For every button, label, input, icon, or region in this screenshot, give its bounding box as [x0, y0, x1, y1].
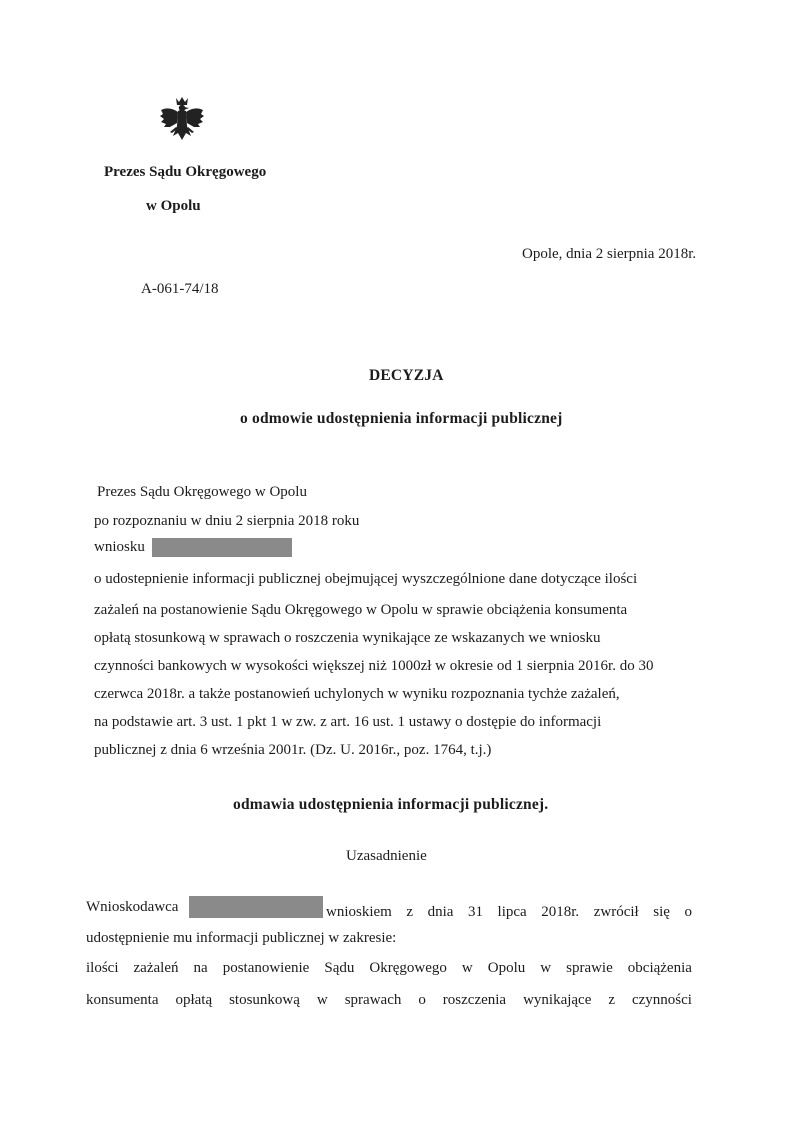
- word: z: [608, 992, 616, 1008]
- paragraph-line: zażaleń na postanowienie Sądu Okręgowego w Opolu w sprawie obciążenia konsumenta: [94, 602, 628, 618]
- word: roszczenia: [442, 992, 507, 1008]
- word: dnia: [427, 904, 454, 920]
- word: w: [316, 992, 328, 1008]
- request-label: wniosku: [94, 538, 145, 555]
- word: lipca: [497, 904, 527, 920]
- justification-heading: Uzasadnienie: [346, 848, 427, 864]
- word: w: [540, 960, 552, 976]
- justification-line-4-words: [86, 992, 692, 1009]
- word: sprawach: [344, 992, 402, 1008]
- ruling-text: odmawia udostępnienia informacji publicznej.: [233, 796, 549, 813]
- justification-line-3-words: [86, 960, 692, 977]
- issuer-name: Prezes Sądu Okręgowego: [104, 164, 267, 180]
- redacted-applicant-name-2: [189, 896, 323, 918]
- word: na: [193, 960, 208, 976]
- paragraph-line: czynności bankowych w wysokości większej niż 1000zł w okresie od 1 sierpnia 2016r. do 30: [94, 658, 654, 674]
- paragraph-line: na podstawie art. 3 ust. 1 pkt 1 w zw. z art. 16 ust. 1 ustawy o dostępie do informacji: [94, 714, 602, 730]
- word: obciążenia: [627, 960, 692, 976]
- word: zwrócił: [593, 904, 639, 920]
- decision-title: DECYZJA: [369, 367, 444, 384]
- word: postanowienie: [222, 960, 310, 976]
- polish-eagle-emblem-icon: [159, 96, 205, 144]
- word: zażaleń: [133, 960, 179, 976]
- word: ilości: [86, 960, 119, 976]
- body-line-issuer: Prezes Sądu Okręgowego w Opolu: [97, 484, 307, 500]
- word: konsumenta: [86, 992, 159, 1008]
- word: 31: [467, 904, 483, 920]
- word: z: [406, 904, 414, 920]
- redacted-applicant-name: [152, 538, 292, 557]
- word: Okręgowego: [369, 960, 447, 976]
- word: wynikające: [523, 992, 592, 1008]
- justification-line-1-words: [326, 904, 692, 921]
- body-line-request: [94, 538, 292, 557]
- decision-subtitle: o odmowie udostępnienia informacji publicznej: [240, 410, 563, 427]
- word: wnioskiem: [326, 904, 392, 920]
- word: Opolu: [487, 960, 526, 976]
- word: czynności: [631, 992, 692, 1008]
- place-date: Opole, dnia 2 sierpnia 2018r.: [522, 246, 697, 262]
- word: 2018r.: [541, 904, 580, 920]
- word: w: [461, 960, 473, 976]
- word: Sądu: [324, 960, 355, 976]
- justification-applicant-label: Wnioskodawca: [86, 899, 179, 915]
- justification-line-2: udostępnienie mu informacji publicznej w zakresie:: [86, 930, 397, 946]
- word: o: [418, 992, 426, 1008]
- word: opłatą: [175, 992, 213, 1008]
- word: stosunkową: [229, 992, 300, 1008]
- body-line-date: po rozpoznaniu w dniu 2 sierpnia 2018 roku: [94, 513, 360, 529]
- word: sprawie: [566, 960, 613, 976]
- paragraph-line: opłatą stosunkową w sprawach o roszczenia wynikające ze wskazanych we wniosku: [94, 630, 601, 646]
- reference-number: A-061-74/18: [141, 281, 219, 297]
- issuer-city: w Opolu: [146, 198, 201, 214]
- word: o: [684, 904, 692, 920]
- paragraph-line: czerwca 2018r. a także postanowień uchylonych w wyniku rozpoznania tychże zażaleń,: [94, 686, 620, 702]
- paragraph-line: publicznej z dnia 6 września 2001r. (Dz. U. 2016r., poz. 1764, t.j.): [94, 742, 492, 758]
- paragraph-line: o udostepnienie informacji publicznej obejmującej wyszczególnione dane dotyczące ilości: [94, 571, 638, 587]
- word: się: [653, 904, 670, 920]
